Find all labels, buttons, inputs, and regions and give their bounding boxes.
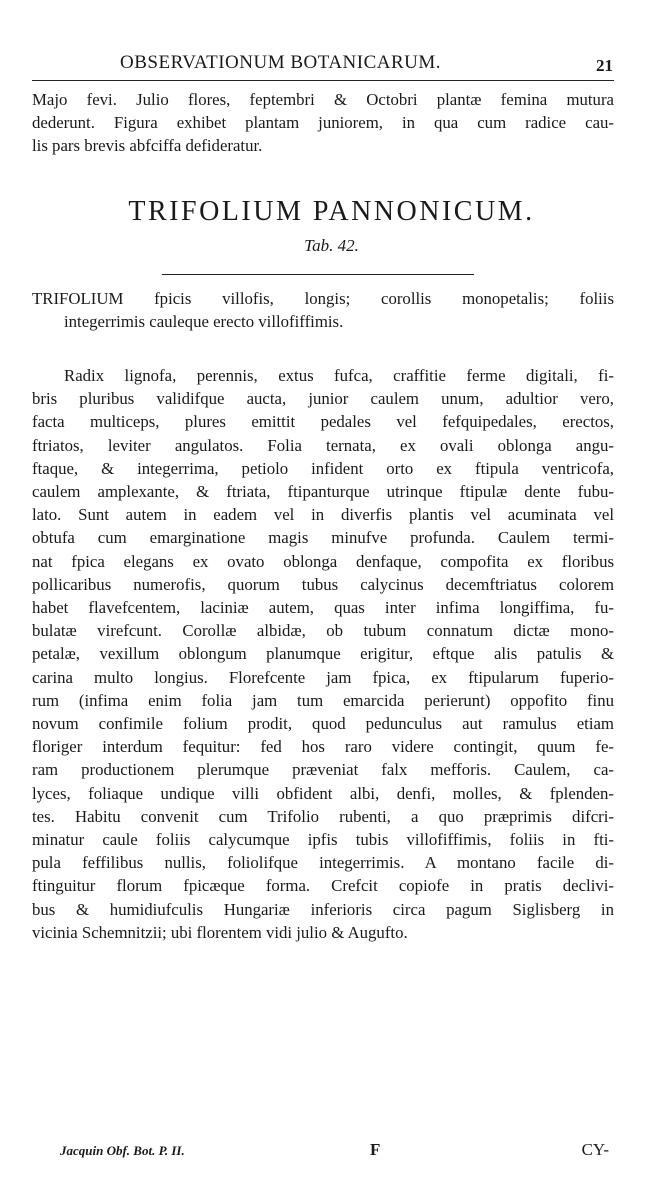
text-line: pollicaribus numerofis, quorum tubus calycinus decemftriatus colorem [32, 574, 614, 594]
text-line: integerrimis cauleque erecto villofiffimis. [64, 312, 344, 332]
text-line: bus & humidiufculis Hungariæ inferioris circa pagum Siglisberg in [32, 899, 614, 919]
header-rule [32, 80, 614, 81]
footer-signature: Jacquin Obf. Bot. P. II. [60, 1143, 185, 1158]
signature-mark: F [370, 1140, 381, 1159]
text-line: facta multiceps, plures emittit pedales vel fefquipedales, erectos, [32, 412, 614, 432]
text-line: habet flavefcentem, laciniæ autem, quas inter infima longiffima, fu- [32, 598, 614, 618]
text-line: tes. Habitu convenit cum Trifolio rubenti, a quo præprimis difcri- [32, 806, 614, 826]
section-rule [162, 274, 474, 275]
diagnosis-paragraph [32, 287, 614, 333]
text-line: rum (infima enim folia jam tum emarcida perierunt) oppofito finu [32, 690, 614, 710]
text-line: ftinguitur florum fpicæque forma. Crefcit copiofe in pratis declivi- [32, 876, 614, 896]
text-line: ftaque, & integerrima, petiolo infident orto ex ftipula ventricofa, [32, 458, 614, 478]
text-line: vicinia Schemnitzii; ubi florentem vidi julio & Augufto. [32, 922, 408, 942]
text-line: lato. Sunt autem in eadem vel in diverfis plantis vel acuminata vel [32, 505, 614, 525]
text-line: petalæ, vexillum oblongum planumque erigitur, eftque alis patulis & [32, 644, 614, 664]
running-title: OBSERVATIONUM BOTANICARUM. [120, 52, 442, 73]
page-number: 21 [596, 56, 613, 75]
text-line: lis pars brevis abfciffa defideratur. [32, 136, 263, 156]
catchword: CY- [581, 1140, 609, 1159]
plate-reference: Tab. 42. [304, 236, 359, 255]
text-line: Majo fevi. Julio flores, feptembri & Octobri plantæ femina mutura [32, 90, 614, 109]
text-line: minatur caule foliis calycumque ipfis tubis villofiffimis, foliis in fti- [32, 830, 614, 850]
text-line: ftriatos, leviter angulatos. Folia ternata, ex ovali oblonga angu- [32, 435, 614, 455]
text-line: nat fpica elegans ex ovato oblonga denfaque, compofita ex floribus [32, 551, 614, 571]
text-line: TRIFOLIUM fpicis villofis, longis; corollis monopetalis; foliis [32, 289, 614, 308]
text-line: Radix lignofa, perennis, extus fufca, craffitie ferme digitali, fi- [64, 366, 614, 385]
text-line: floriger interdum fequitur: fed hos raro videre contingit, quum fe- [32, 737, 614, 757]
text-line: carina multo longius. Florefcente jam fpica, ex ftipularum fuperio- [32, 667, 614, 687]
description-paragraph [32, 364, 614, 944]
intro-paragraph [32, 88, 614, 158]
text-line: lyces, foliaque undique villi obfident albi, denfi, molles, & fplenden- [32, 783, 614, 803]
text-line: pula feffilibus nullis, foliolifque integerrimis. A montano facile di- [32, 853, 614, 873]
text-line: bulatæ virefcunt. Corollæ albidæ, ob tubum connatum dictæ mono- [32, 621, 614, 641]
text-line: obtufa cum emarginatione magis minufve profunda. Caulem termi- [32, 528, 614, 548]
text-line: bris pluribus validifque aucta, junior caulem unum, adultior vero, [32, 389, 614, 409]
text-line: dederunt. Figura exhibet plantam juniorem, in qua cum radice cau- [32, 113, 614, 133]
text-line: ram productionem plerumque præveniat falx mefforis. Caulem, ca- [32, 760, 614, 780]
text-line: novum confimile folium prodit, quod pedunculus aut ramulus etiam [32, 714, 614, 734]
section-title: TRIFOLIUM PANNONICUM. [128, 196, 535, 227]
text-line: caulem amplexante, & ftriata, ftipanturque utrinque ftipulæ dente fubu- [32, 482, 614, 502]
